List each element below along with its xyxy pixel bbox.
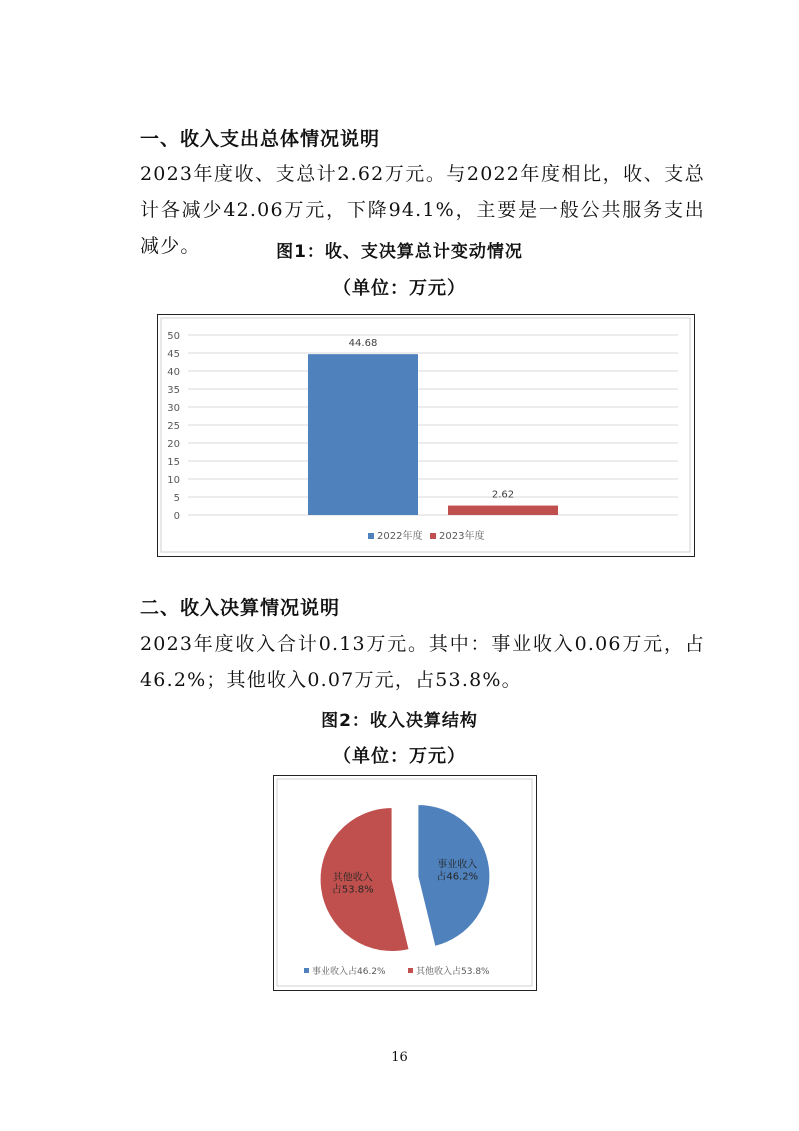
bar [448,506,558,515]
y-tick-label: 5 [173,493,180,504]
slice-label: 其他收入 [332,872,373,884]
section2-paragraph: 2023年度收入合计0.13万元。其中：事业收入0.06万元，占46.2%；其他收入0.07万元，占53.8%。 [140,633,705,691]
section1-heading: 一、收入支出总体情况说明 [140,128,381,150]
legend-label: 2022年度 [377,531,423,542]
section2-heading: 二、收入决算情况说明 [140,597,341,619]
legend-label: 2023年度 [439,531,485,542]
y-tick-label: 20 [167,439,180,450]
figure1-unit: （单位：万元） [333,278,466,299]
legend-swatch [430,533,436,539]
y-tick-label: 45 [167,349,180,360]
legend-label: 其他收入占53.8% [416,967,490,977]
y-tick-label: 40 [167,367,180,378]
figure1-chart-frame [157,314,695,557]
slice-label: 事业收入 [437,859,478,871]
figure2-chart-frame [273,775,537,991]
legend-swatch [304,968,309,973]
pie-chart [274,776,535,989]
y-tick-label: 15 [167,457,180,468]
page-number: 16 [391,1050,408,1065]
data-label: 44.68 [348,338,378,350]
slice-label: 占46.2% [436,871,479,883]
legend-swatch [408,968,413,973]
bar-chart [158,315,693,555]
legend-label: 事业收入占46.2% [312,967,386,977]
y-tick-label: 25 [167,421,180,432]
y-tick-label: 10 [167,475,180,486]
figure2-unit: （单位：万元） [333,746,466,767]
figure2-title: 图2：收入决算结构 [321,711,478,731]
bar [308,354,418,515]
legend-swatch [368,533,374,539]
y-tick-label: 50 [167,331,180,342]
section1-paragraph: 2023年度收、支总计2.62万元。与2022年度相比，收、支总计各减少42.06万元，下降94.1%，主要是一般公共服务支出减少。 [140,163,705,257]
y-tick-label: 30 [167,403,180,414]
y-tick-label: 35 [167,385,180,396]
y-tick-label: 0 [173,511,180,522]
figure1-title: 图1：收、支决算总计变动情况 [276,242,523,262]
slice-label: 占53.8% [331,884,374,896]
data-label: 2.62 [491,489,515,501]
